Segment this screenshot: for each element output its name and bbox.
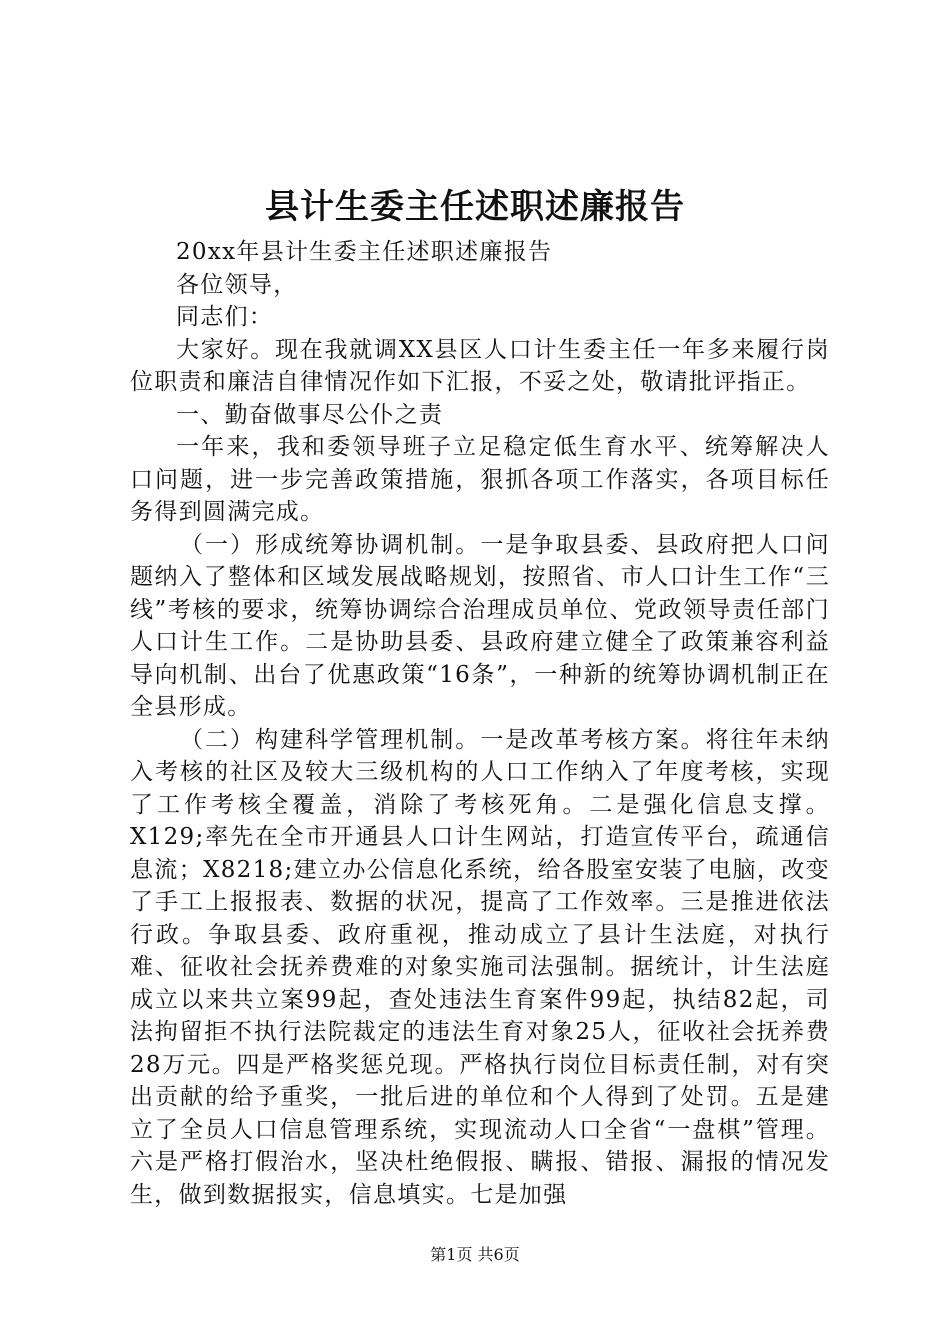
document-title: 县计生委主任述职述廉报告 bbox=[265, 187, 685, 227]
intro-paragraph: 大家好。现在我就调XX县区人口计生委主任一年多来履行岗位职责和廉洁自律情况作如下汇报，不妥之处，敬请批评指正。 bbox=[130, 336, 830, 395]
section-heading-1: 一、勤奋做事尽公仆之责 bbox=[176, 401, 444, 428]
subsection-1-paragraph: （一）形成统筹协调机制。一是争取县委、县政府把人口问题纳入了整体和区域发展战略规划，按照省、市人口计生工作“三线”考核的要求，统筹协调综合治理成员单位、党政领导责任部门人口计生工作。二是协助县委、县政府建立健全了政策兼容利益导向机制、出台了优惠政策“16条”，一种新的统筹协调机制正在全县形成。 bbox=[130, 531, 830, 720]
section-1-summary: 一年来，我和委领导班子立足稳定低生育水平、统筹解决人口问题，进一步完善政策措施，狠抓各项工作落实，各项目标任务得到圆满完成。 bbox=[130, 434, 830, 525]
salutation-comrades: 同志们： bbox=[176, 304, 274, 330]
document-body bbox=[130, 236, 830, 1211]
subsection-2-paragraph: （二）构建科学管理机制。一是改革考核方案。将往年未纳入考核的社区及较大三级机构的人口工作纳入了年度考核，实现了工作考核全覆盖，消除了考核死角。二是强化信息支撑。X129;率先在全市开通县人口计生网站，打造宣传平台，疏通信息流；X8218;建立办公信息化系统，给各股室安装了电脑，改变了手工上报报表、数据的状况，提高了工作效率。三是推进依法行政。争取县委、政府重视，推动成立了县计生法庭，对执行难、征收社会抚养费难的对象实施司法强制。据统计，计生法庭成立以来共立案99起，查处违法生育案件99起，执结82起，司法拘留拒不执行法院裁定的违法生育对象25人，征收社会抚养费28万元。四是严格奖惩兑现。严格执行岗位目标责任制，对有突出贡献的给予重奖，一批后进的单位和个人得到了处罚。五是建立了全员人口信息管理系统，实现流动人口全省“一盘棋”管理。六是严格打假治水，坚决杜绝假报、瞒报、错报、漏报的情况发生，做到数据报实，信息填实。七是加强 bbox=[130, 726, 830, 1208]
report-heading-line: 20xx年县计生委主任述职述廉报告 bbox=[176, 239, 553, 265]
salutation-leaders: 各位领导， bbox=[176, 271, 298, 298]
page-number-footer: 第1页 共6页 bbox=[430, 1245, 520, 1264]
